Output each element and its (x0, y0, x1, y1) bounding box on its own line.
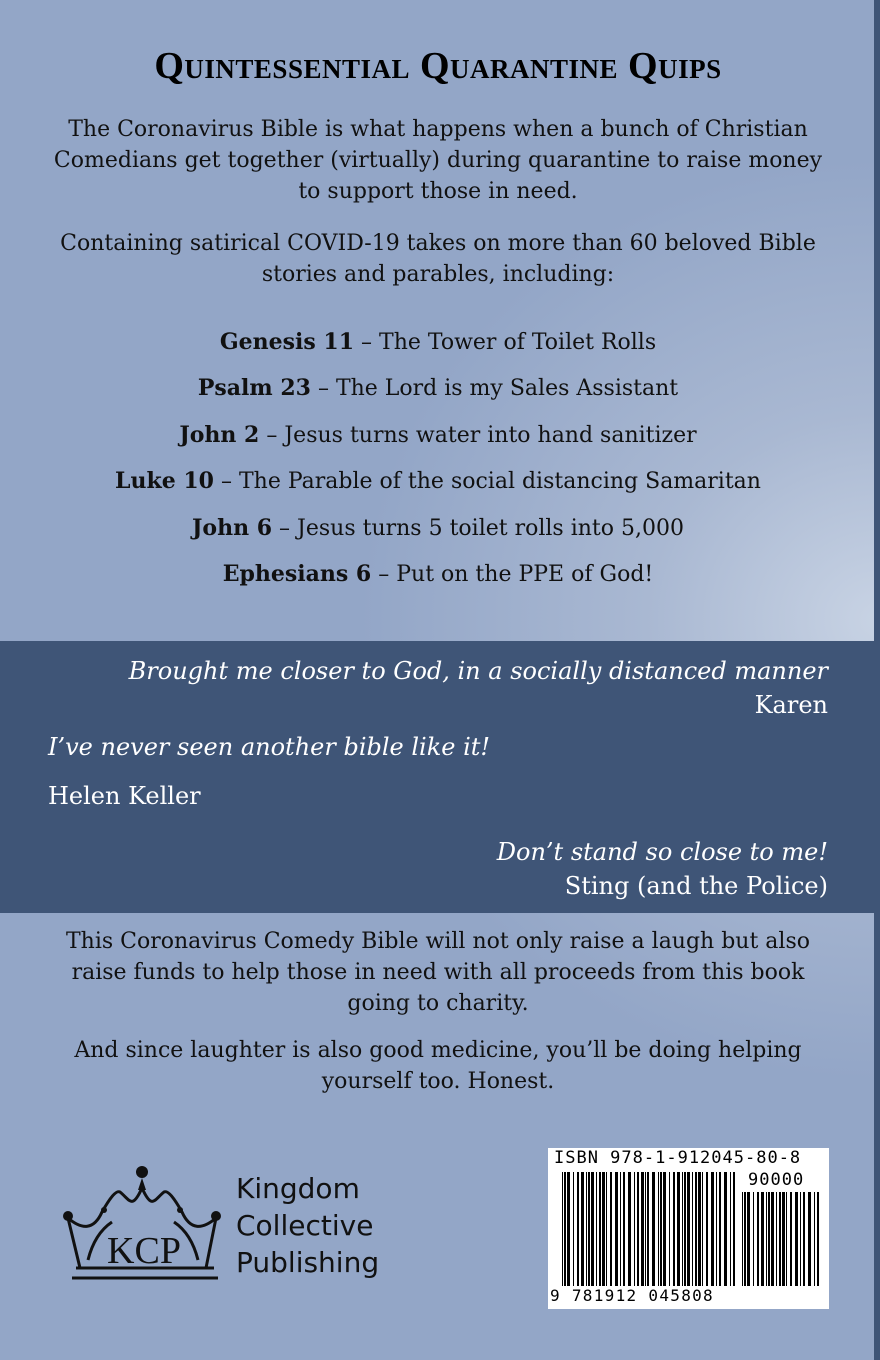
story-ref: Luke 10 (115, 468, 214, 494)
testimonial-author: Karen (754, 691, 828, 719)
svg-text:KCP: KCP (107, 1230, 181, 1272)
publisher-line: Kingdom (236, 1172, 360, 1205)
story-text: – The Parable of the social distancing Samaritan (214, 469, 761, 494)
story-item (0, 559, 876, 590)
story-text: – The Lord is my Sales Assistant (310, 376, 679, 401)
kcp-logo (60, 1160, 230, 1292)
barcode-bars (548, 1148, 829, 1309)
story-item (0, 420, 876, 451)
testimonial-quote: Don’t stand so close to me! (496, 838, 828, 866)
testimonial-author: Sting (and the Police) (564, 872, 828, 900)
isbn-barcode (548, 1148, 829, 1309)
story-item (0, 373, 876, 404)
story-ref: Psalm 23 (197, 375, 311, 401)
ean-number: 9 781912 045808 (550, 1286, 714, 1305)
story-item (0, 327, 876, 358)
story-ref: Ephesians 6 (222, 561, 372, 587)
story-ref: John 6 (192, 515, 273, 541)
price-code: 90000 (748, 1170, 805, 1190)
outro-paragraph: This Coronavirus Comedy Bible will not only raise a laugh but also raise funds to help those in need with all proceeds from this book going to charity. (66, 929, 810, 1016)
testimonial-author: Helen Keller (48, 782, 201, 810)
story-ref: Genesis 11 (219, 329, 355, 355)
story-text: – Jesus turns water into hand sanitizer (259, 423, 697, 448)
story-text: – The Tower of Toilet Rolls (354, 330, 657, 355)
outro-paragraph-2: And since laughter is also good medicine, you’ll be doing helping yourself too. Honest. (74, 1038, 802, 1094)
story-item (0, 466, 876, 497)
page-title: Quintessential Quarantine Quips (154, 45, 722, 87)
testimonial-quote: I’ve never seen another bible like it! (48, 733, 491, 761)
isbn-text: ISBN 978-1-912045-80-8 (554, 1148, 802, 1168)
crown-icon (60, 1160, 230, 1288)
story-ref: John 2 (179, 422, 260, 448)
testimonial-quote: Brought me closer to God, in a socially distanced manner (128, 657, 828, 685)
testimonial-band (0, 641, 876, 913)
story-item (0, 513, 876, 544)
publisher-line: Collective (236, 1209, 374, 1242)
intro-paragraph: The Coronavirus Bible is what happens when a bunch of Christian Comedians get together (virtually) during quarantine to raise money to support those in need. (53, 117, 823, 204)
story-text: – Put on the PPE of God! (371, 562, 654, 587)
story-text: – Jesus turns 5 toilet rolls into 5,000 (272, 516, 684, 541)
publisher-name (236, 1170, 379, 1281)
publisher-line: Publishing (236, 1246, 380, 1279)
containing-paragraph: Containing satirical COVID-19 takes on more than 60 beloved Bible stories and parables, including: (60, 231, 816, 287)
